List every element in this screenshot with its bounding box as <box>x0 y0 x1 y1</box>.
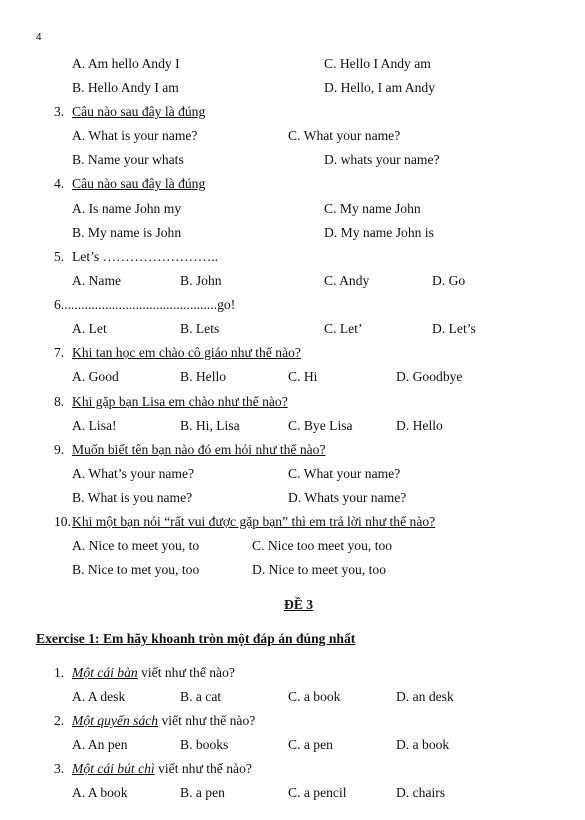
section-title: ĐỀ 3 <box>284 597 314 612</box>
e2-option-a: A. An pen <box>72 737 128 752</box>
q4-option-c: C. My name John <box>324 201 421 216</box>
e1-question <box>72 665 235 681</box>
q4-option-b: B. My name is John <box>72 225 182 240</box>
e1-number: 1. <box>54 665 65 680</box>
q10-option-d: D. Nice to meet you, too <box>252 562 387 577</box>
q9-option-a: A. What’s your name? <box>72 466 195 481</box>
q8-number: 8. <box>54 394 65 409</box>
q6-option-c: C. Let’ <box>324 321 363 336</box>
q4-option-a: A. Is name John my <box>72 201 182 216</box>
e1-option-b: B. a cat <box>180 689 222 704</box>
page-number: 4 <box>36 32 42 43</box>
q3-option-a: A. What is your name? <box>72 128 198 143</box>
q7-option-b: B. Hello <box>180 369 227 384</box>
e3-italic: Một cái bút chì <box>72 761 155 776</box>
q6-option-b: B. Lets <box>180 321 220 336</box>
q10-option-b: B. Nice to met you, too <box>72 562 200 577</box>
q4-text: Câu nào sau đây là đúng <box>72 176 206 191</box>
e3-question <box>72 761 252 777</box>
q4-number: 4. <box>54 176 65 191</box>
q7-option-a: A. Good <box>72 369 119 384</box>
e1-option-a: A. A desk <box>72 689 126 704</box>
e2-number: 2. <box>54 713 65 728</box>
q7-option-c: C. Hi <box>288 369 318 384</box>
e2-option-c: C. a pen <box>288 737 333 752</box>
q5-option-d: D. Go <box>432 273 466 288</box>
e3-rest: viết như thế nào? <box>154 761 252 776</box>
q5-text: Let’s …………………….. <box>72 249 219 264</box>
q9-option-c: C. What your name? <box>288 466 401 481</box>
q9-number: 9. <box>54 442 65 457</box>
q8-option-a: A. Lisa! <box>72 418 117 433</box>
q8-option-b: B. Hi, Lisa <box>180 418 240 433</box>
q8-text: Khi gặp bạn Lisa em chào như thế nào? <box>72 394 288 409</box>
e3-number: 3. <box>54 761 65 776</box>
q9-option-b: B. What is you name? <box>72 490 193 505</box>
q6-option-d: D. Let’s <box>432 321 476 336</box>
q2-option-d: D. Hello, I am Andy <box>324 80 435 95</box>
q8-option-c: C. Bye Lisa <box>288 418 353 433</box>
q7-text: Khi tan học em chào cô giáo như thế nào? <box>72 345 301 360</box>
q5-number: 5. <box>54 249 65 264</box>
q3-text: Câu nào sau đây là đúng <box>72 104 206 119</box>
q2-option-b: B. Hello Andy I am <box>72 80 179 95</box>
e1-italic: Một cái bàn <box>72 665 138 680</box>
q3-option-c: C. What your name? <box>288 128 401 143</box>
exercise-heading: Exercise 1: Em hãy khoanh tròn một đáp án đúng nhất <box>36 631 356 646</box>
q10-number: 10. <box>54 514 71 529</box>
q10-text: Khi một bạn nói “rất vui được gặp bạn” thì em trả lời như thế nào? <box>72 514 436 529</box>
e2-option-d: D. a book <box>396 737 450 752</box>
e2-question <box>72 713 255 729</box>
q9-text: Muốn biết tên bạn nào đó em hỏi như thế nào? <box>72 442 326 457</box>
e1-option-c: C. a book <box>288 689 341 704</box>
q5-option-b: B. John <box>180 273 222 288</box>
q3-option-d: D. whats your name? <box>324 152 440 167</box>
q5-option-c: C. Andy <box>324 273 370 288</box>
q3-number: 3. <box>54 104 65 119</box>
q5-option-a: A. Name <box>72 273 122 288</box>
q3-option-b: B. Name your whats <box>72 152 184 167</box>
q4-option-d: D. My name John is <box>324 225 434 240</box>
q10-option-a: A. Nice to meet you, to <box>72 538 200 553</box>
q10-option-c: C. Nice too meet you, too <box>252 538 393 553</box>
q9-option-d: D. Whats your name? <box>288 490 407 505</box>
q2-option-a: A. Am hello Andy I <box>72 56 180 71</box>
q6-option-a: A. Let <box>72 321 107 336</box>
e1-option-d: D. an desk <box>396 689 454 704</box>
e1-rest: viết như thế nào? <box>137 665 235 680</box>
q2-option-c: C. Hello I Andy am <box>324 56 431 71</box>
q6-text: 6..............................................go! <box>54 297 236 312</box>
e2-option-b: B. books <box>180 737 229 752</box>
e2-italic: Một quyển sách <box>72 713 159 728</box>
e3-option-a: A. A book <box>72 785 128 800</box>
q8-option-d: D. Hello <box>396 418 443 433</box>
q7-number: 7. <box>54 345 65 360</box>
e3-option-d: D. chairs <box>396 785 446 800</box>
e2-rest: viết như thế nào? <box>158 713 256 728</box>
e3-option-b: B. a pen <box>180 785 225 800</box>
q7-option-d: D. Goodbye <box>396 369 463 384</box>
e3-option-c: C. a pencil <box>288 785 347 800</box>
